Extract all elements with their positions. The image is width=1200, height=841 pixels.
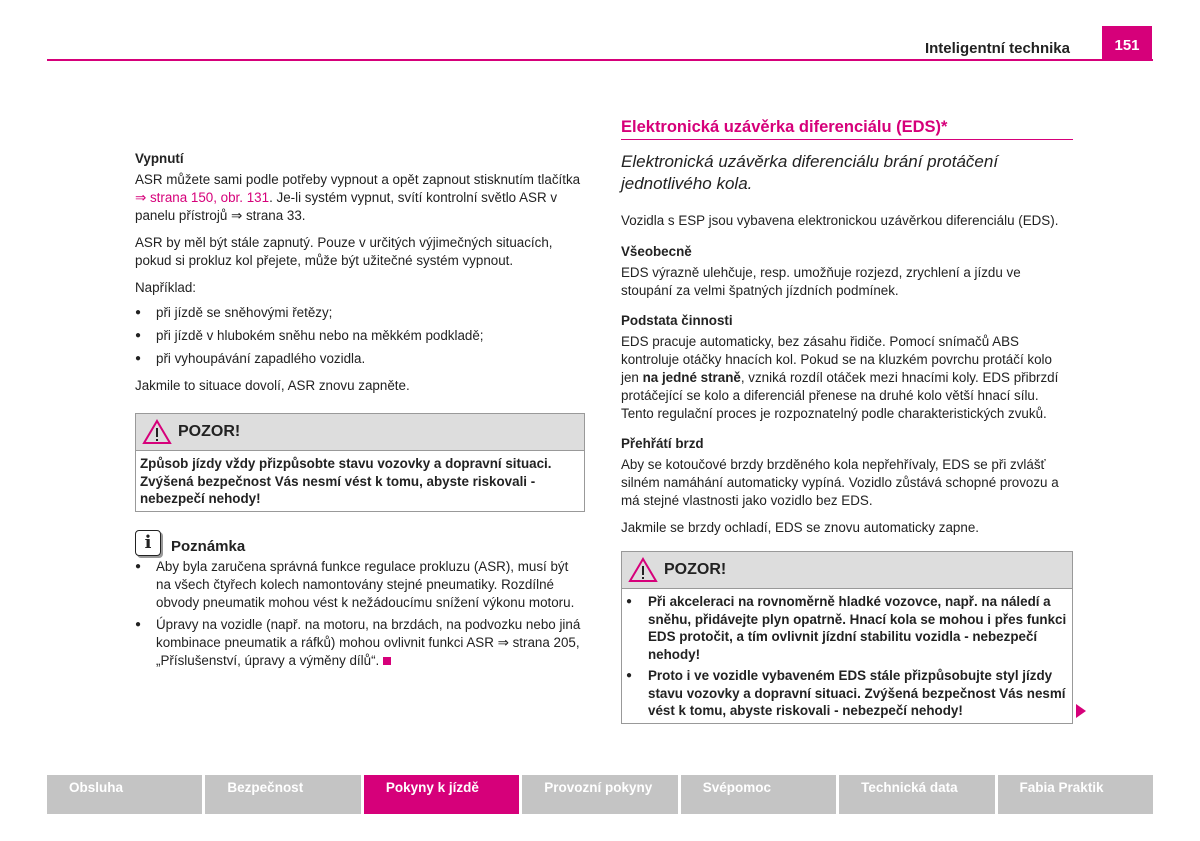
- subheading-general: Všeobecně: [621, 244, 692, 259]
- page-number: 151: [1102, 26, 1152, 59]
- footer-tab-provozni-pokyny[interactable]: Provozní pokyny: [522, 775, 677, 814]
- warning-box: [621, 551, 1073, 724]
- list-item: ● při jízdě se sněhovými řetězy;: [135, 304, 585, 322]
- footer-tab-obsluha[interactable]: Obsluha: [47, 775, 202, 814]
- footer-tab-pokyny-k-jizde[interactable]: Pokyny k jízdě: [364, 775, 519, 814]
- text-part: . Je-li systém vypnut, svítí kontrolní světlo ASR v panelu přístrojů ⇒ strana 33.: [135, 190, 558, 223]
- page-header-title: Inteligentní technika: [924, 40, 1070, 57]
- warning-header: [136, 414, 584, 451]
- warning-body: [622, 589, 1072, 723]
- footer-tab-svepomoc[interactable]: Svépomoc: [681, 775, 836, 814]
- paragraph-cooled: Jakmile se brzdy ochladí, EDS se znovu automaticky zapne.: [621, 520, 979, 535]
- note-title: Poznámka: [171, 537, 246, 555]
- left-column: [135, 150, 585, 675]
- paragraph-asr-switch-off: [135, 171, 585, 225]
- cross-reference-link[interactable]: ⇒ strana 150, obr. 131: [135, 190, 270, 205]
- paragraph-asr-on: ASR by měl být stále zapnutý. Pouze v určitých výjimečných situacích, pokud si prokluz kol přejete, může být užitečné systém vypnout.: [135, 235, 553, 268]
- paragraph-example: Například:: [135, 280, 197, 295]
- warning-label: POZOR!: [664, 561, 727, 578]
- footer-nav: [47, 775, 1153, 814]
- warning-label: POZOR!: [178, 423, 241, 440]
- end-of-section-marker: [383, 657, 391, 665]
- text-part: ASR můžete sami podle potřeby vypnout a opět zapnout stisknutím tlačítka: [135, 172, 581, 187]
- list-item: ● při jízdě v hlubokém sněhu nebo na měkkém podkladě;: [135, 327, 585, 345]
- note-item: ● Aby byla zaručena správná funkce regulace prokluzu (ASR), musí být na všech čtyřech kolech namontovány stejné pneumatiky. Rozdílné obvody pneumatik mohou vést k nežádoucímu snížení výkonu motoru.: [135, 558, 585, 612]
- subheading-vypnuti: Vypnutí: [135, 151, 184, 166]
- info-icon: i: [135, 530, 161, 556]
- subheading-principle: Podstata činnosti: [621, 313, 733, 328]
- warning-item: ● Proto i ve vozidle vybaveném EDS stále přizpůsobujte styl jízdy stavu vozovky a dopravní situaci. Zvýšená bezpečnost Vás nesmí vést k tomu, abyste riskovali - nebezpečí nehody!: [626, 667, 1068, 720]
- paragraph-principle: [621, 333, 1073, 423]
- warning-triangle-icon: [628, 557, 658, 583]
- warning-header: [622, 552, 1072, 589]
- emphasis-text: na jedné straně: [642, 370, 741, 385]
- right-column: [621, 118, 1073, 724]
- paragraph-intro: Vozidla s ESP jsou vybavena elektronickou uzávěrkou diferenciálu (EDS).: [621, 213, 1059, 228]
- paragraph-overheat: Aby se kotoučové brzdy brzděného kola nepřehřívaly, EDS se při zvlášť silném namáhání automaticky vypíná. Vozidlo zůstává schopné provozu a má stejné vlastnosti jako vozidlo bez EDS.: [621, 457, 1059, 508]
- warning-box: [135, 413, 585, 512]
- note-item-text: Úpravy na vozidle (např. na motoru, na brzdách, na podvozku nebo jiná kombinace pneumatik a ráfků) mohou ovlivnit funkci ASR ⇒ strana 205, „Příslušenství, úpravy a výměny dílů“.: [156, 616, 581, 668]
- warning-text: Způsob jízdy vždy přizpůsobte stavu vozovky a dopravní situaci. Zvýšená bezpečnost Vás nesmí vést k tomu, abyste riskovali - nebezpečí nehody!: [140, 456, 552, 506]
- text-part: , vzniká rozdíl otáček mezi hnacími koly. EDS přibrzdí protáčející se kolo a diferenciál přenese na druhé kolo větší hnací sílu. Tento regulační proces je rozpoznatelný podle charakteristických zvuků.: [621, 370, 1059, 421]
- header-rule: [47, 59, 1153, 61]
- paragraph-general: EDS výrazně ulehčuje, resp. umožňuje rozjezd, zrychlení a jízdu ve stoupání za velmi špatných jízdních podmínek.: [621, 265, 1021, 298]
- footer-tab-bezpecnost[interactable]: Bezpečnost: [205, 775, 360, 814]
- section-title: Elektronická uzávěrka diferenciálu (EDS)*: [621, 118, 1073, 140]
- note-item: [135, 616, 585, 670]
- lead-text: Elektronická uzávěrka diferenciálu brání protáčení jednotlivého kola.: [621, 152, 999, 193]
- list-item: ● při vyhoupávání zapadlého vozidla.: [135, 350, 585, 368]
- footer-tab-technicka-data[interactable]: Technická data: [839, 775, 994, 814]
- warning-triangle-icon: [142, 419, 172, 445]
- subheading-overheat: Přehřátí brzd: [621, 436, 704, 451]
- footer-tab-fabia-praktik[interactable]: Fabia Praktik: [998, 775, 1153, 814]
- text-part: EDS pracuje automaticky, bez zásahu řidiče. Pomocí snímačů ABS kontroluje otáčky hnacích kol. Pokud se na kluzkém povrchu protáčí kolo jen: [621, 334, 1052, 385]
- warning-item: ● Při akceleraci na rovnoměrně hladké vozovce, např. na náledí a sněhu, přidávejte plyn opatrně. Hnací kola se mohou i přes funkci EDS protočit, a tím ovlivnit jízdní stabilitu vozidla - nebezpečí nehody!: [626, 593, 1068, 663]
- paragraph-switch-on-again: Jakmile to situace dovolí, ASR znovu zapněte.: [135, 378, 410, 393]
- next-page-arrow-icon[interactable]: [1076, 704, 1086, 718]
- note-header: [135, 530, 585, 556]
